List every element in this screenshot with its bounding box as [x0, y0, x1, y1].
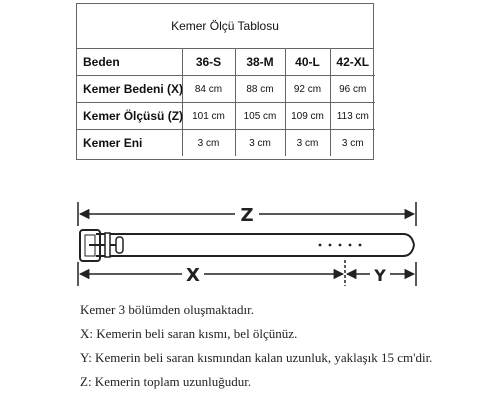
table-header-row — [77, 49, 375, 76]
note-line: X: Kemerin beli saran kısmı, bel ölçünüz. — [80, 326, 298, 341]
table-cell: 3 cm — [341, 137, 364, 149]
table-cell: 84 cm — [182, 76, 235, 103]
x-dimension — [78, 260, 345, 286]
y-dimension — [347, 262, 416, 286]
table-cell: 105 cm — [235, 103, 285, 130]
table-cell: 101 cm — [182, 103, 235, 130]
header-cell: 38-M — [235, 49, 285, 76]
size-grid — [77, 49, 375, 156]
header-cell: 36-S — [182, 49, 235, 76]
table-cell: 96 cm — [330, 76, 375, 103]
row-label: Kemer Bedeni (X) — [77, 76, 182, 103]
table-cell: 109 cm — [285, 103, 330, 130]
y-label: Y — [374, 266, 386, 285]
row-label: Kemer Ölçüsü (Z) — [77, 103, 182, 130]
header-cell: Beden — [77, 49, 182, 76]
belt-diagram — [0, 196, 495, 296]
note-line: Y: Kemerin beli saran kısmından kalan uzunluk, yaklaşık 15 cm'dir. — [80, 350, 433, 365]
note-line: Kemer 3 bölümden oluşmaktadır. — [80, 302, 255, 317]
belt-notes — [80, 298, 432, 394]
note-line: Z: Kemerin toplam uzunluğudur. — [80, 374, 252, 389]
header-cell: 40-L — [285, 49, 330, 76]
row-label: Kemer Eni — [77, 130, 182, 157]
x-label: X — [186, 265, 200, 286]
table-row — [77, 76, 375, 103]
table-title: Kemer Ölçü Tablosu — [77, 4, 373, 49]
table-cell: 92 cm — [285, 76, 330, 103]
table-row — [77, 130, 375, 157]
belt-shape — [80, 230, 414, 261]
table-cell: 88 cm — [235, 76, 285, 103]
z-dimension — [78, 202, 416, 226]
table-cell: 3 cm — [285, 130, 330, 157]
size-chart-table — [76, 3, 374, 160]
table-cell: 3 cm — [182, 130, 235, 157]
table-row — [77, 103, 375, 130]
z-label: Z — [240, 205, 254, 226]
table-cell: 113 cm — [330, 103, 375, 130]
header-cell: 42-XL — [330, 49, 375, 76]
table-cell: 3 cm — [235, 130, 285, 157]
